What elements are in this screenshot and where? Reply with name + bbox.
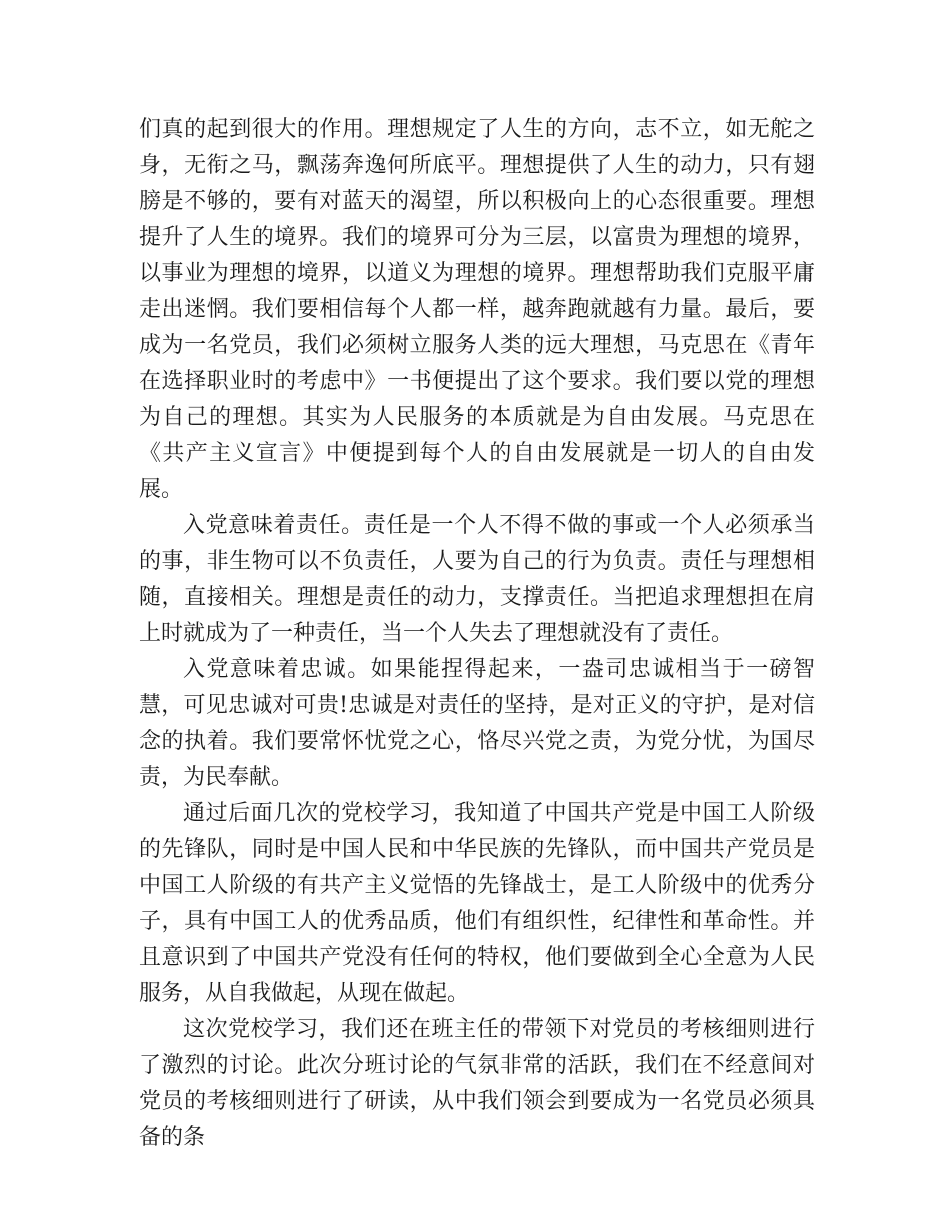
paragraph-responsibility: 入党意味着责任。责任是一个人不得不做的事或一个人必须承当的事，非生物可以不负责任，人要为自己的行为负责。责任与理想相随，直接相关。理想是责任的动力，支撑责任。当把追求理想担在肩上时就成为了一种责任，当一个人失去了理想就没有了责任。 — [139, 513, 815, 646]
paragraph-ideal-continuation: 们真的起到很大的作用。理想规定了人生的方向，志不立，如无舵之身，无衔之马，飘荡奔逸何所底平。理想提供了人生的动力，只有翅膀是不够的，要有对蓝天的渴望，所以积极向上的心态很重要。理想提升了人生的境界。我们的境界可分为三层，以富贵为理想的境界，以事业为理想的境界，以道义为理想的境界。理想帮助我们克服平庸走出迷惘。我们要相信每个人都一样，越奔跑就越有力量。最后，要成为一名党员，我们必须树立服务人类的远大理想，马克思在《青年在选择职业时的考虑中》一书便提出了这个要求。我们要以党的理想为自己的理想。其实为人民服务的本质就是为自由发展。马克思在《共产主义宣言》中便提到每个人的自由发展就是一切人的自由发展。 — [139, 117, 815, 502]
paragraph-party-school-study: 通过后面几次的党校学习，我知道了中国共产党是中国工人阶级的先锋队，同时是中国人民和中华民族的先锋队，而中国共产党员是中国工人阶级的有共产主义觉悟的先锋战士，是工人阶级中的优秀分子，具有中国工人的优秀品质，他们有组织性，纪律性和革命性。并且意识到了中国共产党没有任何的特权，他们要做到全心全意为人民服务，从自我做起，从现在做起。 — [139, 801, 815, 1006]
paragraph-loyalty: 入党意味着忠诚。如果能捏得起来，一盎司忠诚相当于一磅智慧，可见忠诚对可贵!忠诚是对责任的坚持，是对正义的守护，是对信念的执着。我们要常怀忧党之心，恪尽兴党之责，为党分忧，为国尽责，为民奉献。 — [139, 657, 815, 790]
paragraph-assessment-discussion: 这次党校学习，我们还在班主任的带领下对党员的考核细则进行了激烈的讨论。此次分班讨论的气氛非常的活跃，我们在不经意间对党员的考核细则进行了研读，从中我们领会到要成为一名党员必须具备的条 — [139, 1017, 815, 1150]
document-page — [139, 112, 815, 1156]
